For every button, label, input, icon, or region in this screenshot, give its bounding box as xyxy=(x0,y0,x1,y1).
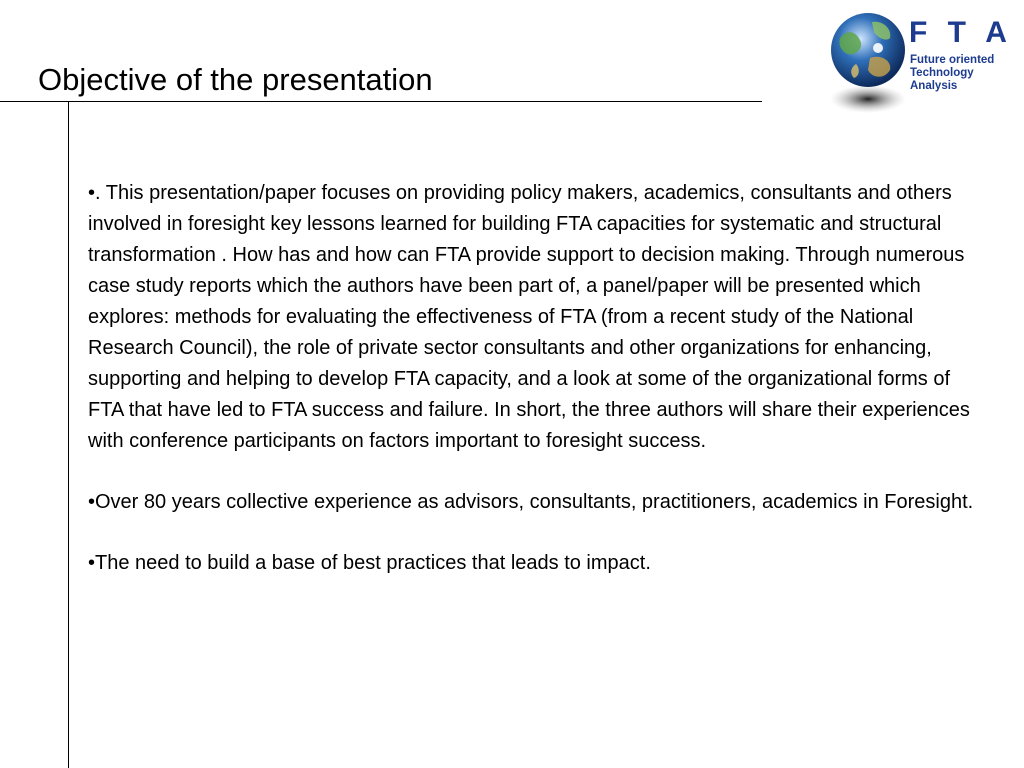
bullet-paragraph: •. This presentation/paper focuses on providing policy makers, academics, consultants and others involved in foresight key lessons learned for building FTA capacities for systematic and structural transformation . How has and how can FTA provide support to decision making. Through numerous case study reports which the authors have been part of, a panel/paper will be presented which explores: methods for evaluating the effectiveness of FTA (from a recent study of the National Research Council), the role of private sector consultants and other organizations for enhancing, supporting and helping to develop FTA capacity, and a look at some of the organizational forms of FTA that have led to FTA success and failure. In short, the three authors will share their experiences with conference participants on factors important to foresight success. xyxy=(88,182,970,452)
globe-icon xyxy=(826,8,916,124)
logo-tagline-line: Future oriented xyxy=(910,54,995,66)
logo-acronym: F T A xyxy=(909,16,1013,49)
fta-logo xyxy=(826,8,1022,124)
slide-title: Objective of the presentation xyxy=(38,62,433,97)
logo-tagline-line: Technology xyxy=(910,67,974,79)
bullet-paragraph: •Over 80 years collective experience as advisors, consultants, practitioners, academics in Foresight. xyxy=(88,491,974,513)
left-vertical-rule xyxy=(68,101,69,768)
logo-tagline xyxy=(910,54,1022,93)
slide-body xyxy=(88,178,988,609)
bullet-paragraph: •The need to build a base of best practices that leads to impact. xyxy=(88,552,651,574)
title-underline xyxy=(0,101,762,102)
logo-tagline-line: Analysis xyxy=(910,80,958,92)
